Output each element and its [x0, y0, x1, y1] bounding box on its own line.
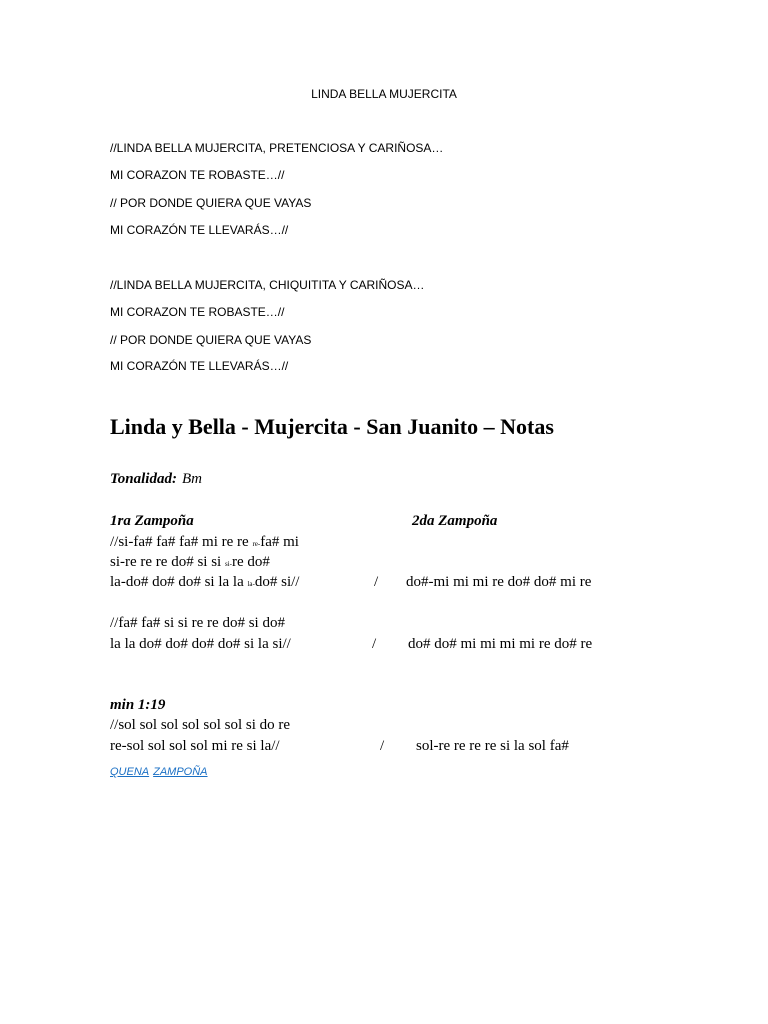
block1-line1 [110, 534, 299, 551]
block1-line3-b: do# si// [254, 574, 300, 590]
block2-line2-separator: / [372, 636, 377, 652]
tonalidad-label: Tonalidad: [110, 471, 177, 487]
tag-links [110, 766, 212, 778]
block2-line2-right: do# do# mi mi mi mi re do# re [408, 636, 593, 652]
block1-line2-a: si-re re re do# si si [110, 554, 225, 570]
block3-line1: //sol sol sol sol sol sol si do re [110, 717, 291, 733]
block1-line1-b: fa# mi [260, 534, 299, 550]
col2-heading: 2da Zampoña [412, 513, 498, 529]
link-quena[interactable]: QUENA [110, 766, 150, 778]
verse2-line4: MI CORAZÓN TE LLEVARÁS…// [110, 359, 289, 373]
tonalidad-value: Bm [181, 471, 202, 487]
verse1-line3: // POR DONDE QUIERA QUE VAYAS [110, 196, 312, 210]
block1-line3-separator: / [374, 574, 379, 590]
col1-heading: 1ra Zampoña [110, 513, 194, 529]
link-zampona[interactable]: ZAMPOÑA [153, 766, 208, 778]
verse2-line1: //LINDA BELLA MUJERCITA, CHIQUITITA Y CARIÑOSA… [110, 278, 425, 292]
block3-line2-separator: / [380, 738, 385, 754]
tonalidad [110, 471, 202, 488]
block3-line2: re-sol sol sol sol mi re si la// [110, 738, 280, 754]
block1-line2-b: re do# [231, 554, 270, 570]
block1-line3-a: la-do# do# do# si la la [110, 574, 248, 590]
verse1-line4: MI CORAZÓN TE LLEVARÁS…// [110, 223, 289, 237]
block2-line1: //fa# fa# si si re re do# si do# [110, 615, 285, 631]
block1-line3-right: do#-mi mi mi re do# do# mi re [406, 574, 592, 590]
block1-line3-small: la- [247, 580, 255, 588]
block2-line2: la la do# do# do# do# si la si// [110, 636, 291, 652]
block1-line2 [110, 554, 270, 571]
block1-line1-small: re- [252, 540, 261, 548]
block1-line1-a: //si-fa# fa# fa# mi re re [110, 534, 253, 550]
verse2-line2: MI CORAZON TE ROBASTE…// [110, 305, 285, 319]
block3-line2-right: sol-re re re re si la sol fa# [416, 738, 569, 754]
document-title: LINDA BELLA MUJERCITA [311, 87, 457, 101]
block1-line3 [110, 574, 299, 591]
notes-heading: Linda y Bella - Mujercita - San Juanito – Notas [110, 414, 554, 439]
timestamp-label: min 1:19 [110, 697, 166, 713]
verse1-line1: //LINDA BELLA MUJERCITA, PRETENCIOSA Y CARIÑOSA… [110, 141, 444, 155]
verse2-line3: // POR DONDE QUIERA QUE VAYAS [110, 333, 312, 347]
verse1-line2: MI CORAZON TE ROBASTE…// [110, 168, 285, 182]
block1-line2-small: si- [224, 560, 232, 568]
